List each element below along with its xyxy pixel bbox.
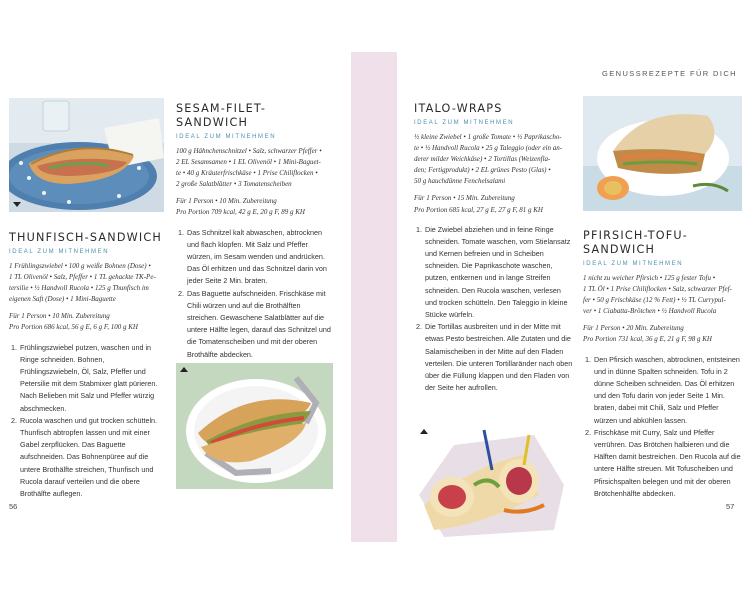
page-number-left: 56 bbox=[9, 502, 18, 511]
book-spine bbox=[351, 52, 397, 542]
servings-time: Für 1 Person • 20 Min. Zubereitung bbox=[583, 324, 684, 333]
recipe-tag-sesam: IDEAL ZUM MITNEHMEN bbox=[176, 134, 277, 140]
ingredient-line: eigenen Saft (Dose) • 1 Mini-Baguette bbox=[9, 295, 116, 304]
ingredient-line: fer • 50 g Frischkäse (12 % Fett) • ½ TL Currypul- bbox=[583, 296, 726, 305]
recipe-title-italo: ITALO-WRAPS bbox=[414, 102, 503, 115]
recipe-title-sesam: SESAM-FILET-SANDWICH bbox=[176, 102, 267, 129]
sesame-sandwich-photo bbox=[176, 363, 333, 489]
steps-sesam bbox=[176, 227, 332, 361]
meta-pfirsich bbox=[583, 323, 742, 345]
ingredients-italo bbox=[414, 132, 574, 187]
ingredient-line: 1 TL Öl • 1 Prise Chiliflocken • Salz, schwarzer Pfef- bbox=[583, 285, 732, 294]
servings-time: Für 1 Person • 15 Min. Zubereitung bbox=[414, 194, 515, 203]
ingredients-thunfisch bbox=[9, 261, 164, 305]
ingredient-line: te • 40 g Kräuterfrischkäse • 1 Prise Chiliflocken • bbox=[176, 169, 318, 178]
recipe-tag-italo: IDEAL ZUM MITNEHMEN bbox=[414, 120, 515, 126]
ingredients-sesam bbox=[176, 146, 332, 190]
servings-time: Für 1 Person • 10 Min. Zubereitung bbox=[176, 197, 277, 206]
step: 2. Frischkäse mit Curry, Salz und Pfeffer verrühren. Das Brötchen halbieren und die Hälften damit bestreichen. Den Rucola auf die untere Hälfte streuen. Mit Tofuscheiben und Pfirsichspalten belegen und mit der oberen Brötchenhälfte abdecken. bbox=[593, 427, 742, 500]
step: 2. Das Baguette aufschneiden. Frischkäse mit Chili würzen und auf die Brothälften streichen. Gewaschene Salatblätter auf die untere Hälfte legen, darauf das Schnitzel und die Tomatenscheiben und mit der oberen Brothälfte abdecken. bbox=[186, 288, 332, 361]
recipe-tag-thunfisch: IDEAL ZUM MITNEHMEN bbox=[9, 249, 110, 255]
servings-time: Für 1 Person • 10 Min. Zubereitung bbox=[9, 312, 110, 321]
meta-thunfisch bbox=[9, 311, 164, 333]
ingredient-line: ½ kleine Zwiebel • 1 große Tomate • ½ Paprikascho- bbox=[414, 133, 562, 141]
ingredient-line: tersilie • ½ Handvoll Rucola • 125 g Thunfisch im bbox=[9, 284, 149, 293]
title-line: SANDWICH bbox=[583, 243, 656, 256]
title-line: PFIRSICH-TOFU- bbox=[583, 229, 688, 242]
nutrition: Pro Portion 709 kcal, 42 g E, 20 g F, 89 g KH bbox=[176, 208, 305, 217]
recipe-title-thunfisch: THUNFISCH-SANDWICH bbox=[9, 231, 163, 244]
nutrition: Pro Portion 685 kcal, 27 g E, 27 g F, 81 g KH bbox=[414, 205, 543, 214]
ingredient-line: 1 TL Olivenöl • Salz, Pfeffer • 1 TL gehackte TK-Pe- bbox=[9, 273, 156, 282]
nutrition: Pro Portion 731 kcal, 36 g E, 21 g F, 98 g KH bbox=[583, 335, 712, 344]
step: 1. Den Pfirsich waschen, abtrocknen, entsteinen und in dünne Spalten schneiden. Tofu in 2 dünne Scheiben schneiden. Das Öl erhitzen und den Tofu darin von jeder Seite 1 Min. braten, dabei mit Chili, Salz und Pfeffer würzen und abkühlen lassen. bbox=[593, 354, 742, 427]
meta-italo bbox=[414, 193, 574, 215]
step: 1. Die Zwiebel abziehen und in feine Ringe schneiden. Tomate waschen, vom Stielansatz und Kernen befreien und in Scheiben schneiden. Die Paprikaschote waschen, putzen, entkernen und in lange Streifen schneiden. Den Rucola waschen, verlesen und trocken schütteln. Den Taleggio in kleine Stücke würfeln. bbox=[424, 224, 574, 322]
ingredients-pfirsich bbox=[583, 273, 742, 317]
recipe-tag-pfirsich: IDEAL ZUM MITNEHMEN bbox=[583, 261, 684, 267]
recipe-title-pfirsich bbox=[583, 229, 742, 257]
meta-sesam bbox=[176, 196, 332, 218]
running-header: GENUSSREZEPTE FÜR DICH bbox=[602, 69, 737, 78]
ingredient-line: 100 g Hähnchenschnitzel • Salz, schwarzer Pfeffer • bbox=[176, 147, 322, 155]
page-number-right: 57 bbox=[726, 502, 735, 511]
step: 1. Frühlingszwiebel putzen, waschen und in Ringe schneiden. Bohnen, Frühlingszwiebeln, Öl, Salz, Pfeffer und Petersilie mit dem Stabmixer glatt pürieren. Nach Belieben mit Salz und Pfeffer würzig abschmecken. bbox=[19, 342, 164, 415]
ingredient-line: 50 g hauchdünne Fenchelsalami bbox=[414, 177, 506, 186]
steps-thunfisch bbox=[9, 342, 164, 501]
nutrition: Pro Portion 686 kcal, 56 g E, 6 g F, 100 g KH bbox=[9, 323, 138, 332]
step: 2. Die Tortillas ausbreiten und in der Mitte mit etwas Pesto bestreichen. Alle Zutaten und die Salamischeiben in der Mitte auf den Fladen verteilen. Die unteren Tortillaränder nach oben über die Füllung klappen und den Fladen von der Seite her aufrollen. bbox=[424, 321, 574, 394]
photo-pointer-icon bbox=[13, 202, 21, 207]
photo-pointer-icon bbox=[420, 429, 428, 434]
wraps-photo bbox=[414, 425, 565, 539]
step: 2. Rucola waschen und gut trocken schütteln. Thunfisch abtropfen lassen und mit einer Gabel zerpflücken. Das Baguette aufschneiden. Das Bohnenpüree auf die untere Brothälfte streichen, Thunfisch und Rucola darauf verteilen und die obere Brothälfte auflegen. bbox=[19, 415, 164, 500]
ingredient-line: 2 EL Sesamsamen • 1 EL Olivenöl • 1 Mini-Baguet- bbox=[176, 158, 321, 167]
ingredient-line: den; Fertigprodukt) • 2 EL grünes Pesto (Glas) • bbox=[414, 166, 551, 175]
photo-pointer-icon bbox=[180, 367, 188, 372]
step: 1. Das Schnitzel kalt abwaschen, abtrocknen und flach klopfen. Mit Salz und Pfeffer würzen, im Sesam wenden und andrücken. Das Öl erhitzen und das Schnitzel darin von jeder Seite 2 Min. braten. bbox=[186, 227, 332, 288]
ingredient-line: te • ½ Handvoll Rucola • 25 g Taleggio (oder ein an- bbox=[414, 144, 563, 153]
tuna-sandwich-photo bbox=[9, 98, 164, 212]
ingredient-line: 1 Frühlingszwiebel • 100 g weiße Bohnen (Dose) • bbox=[9, 262, 151, 270]
ingredient-line: ver • 1 Ciabatta-Brötchen • ½ Handvoll Rucola bbox=[583, 307, 717, 316]
steps-pfirsich bbox=[583, 354, 742, 500]
ingredient-line: derer milder Weichkäse) • 2 Tortillas (Weizenfla- bbox=[414, 155, 551, 164]
steps-italo bbox=[414, 224, 574, 395]
ingredient-line: 2 große Salatblätter • 3 Tomatenscheiben bbox=[176, 180, 292, 189]
peach-tofu-sandwich-photo bbox=[583, 96, 742, 211]
ingredient-line: 1 nicht zu weicher Pfirsich • 125 g fester Tofu • bbox=[583, 274, 716, 282]
